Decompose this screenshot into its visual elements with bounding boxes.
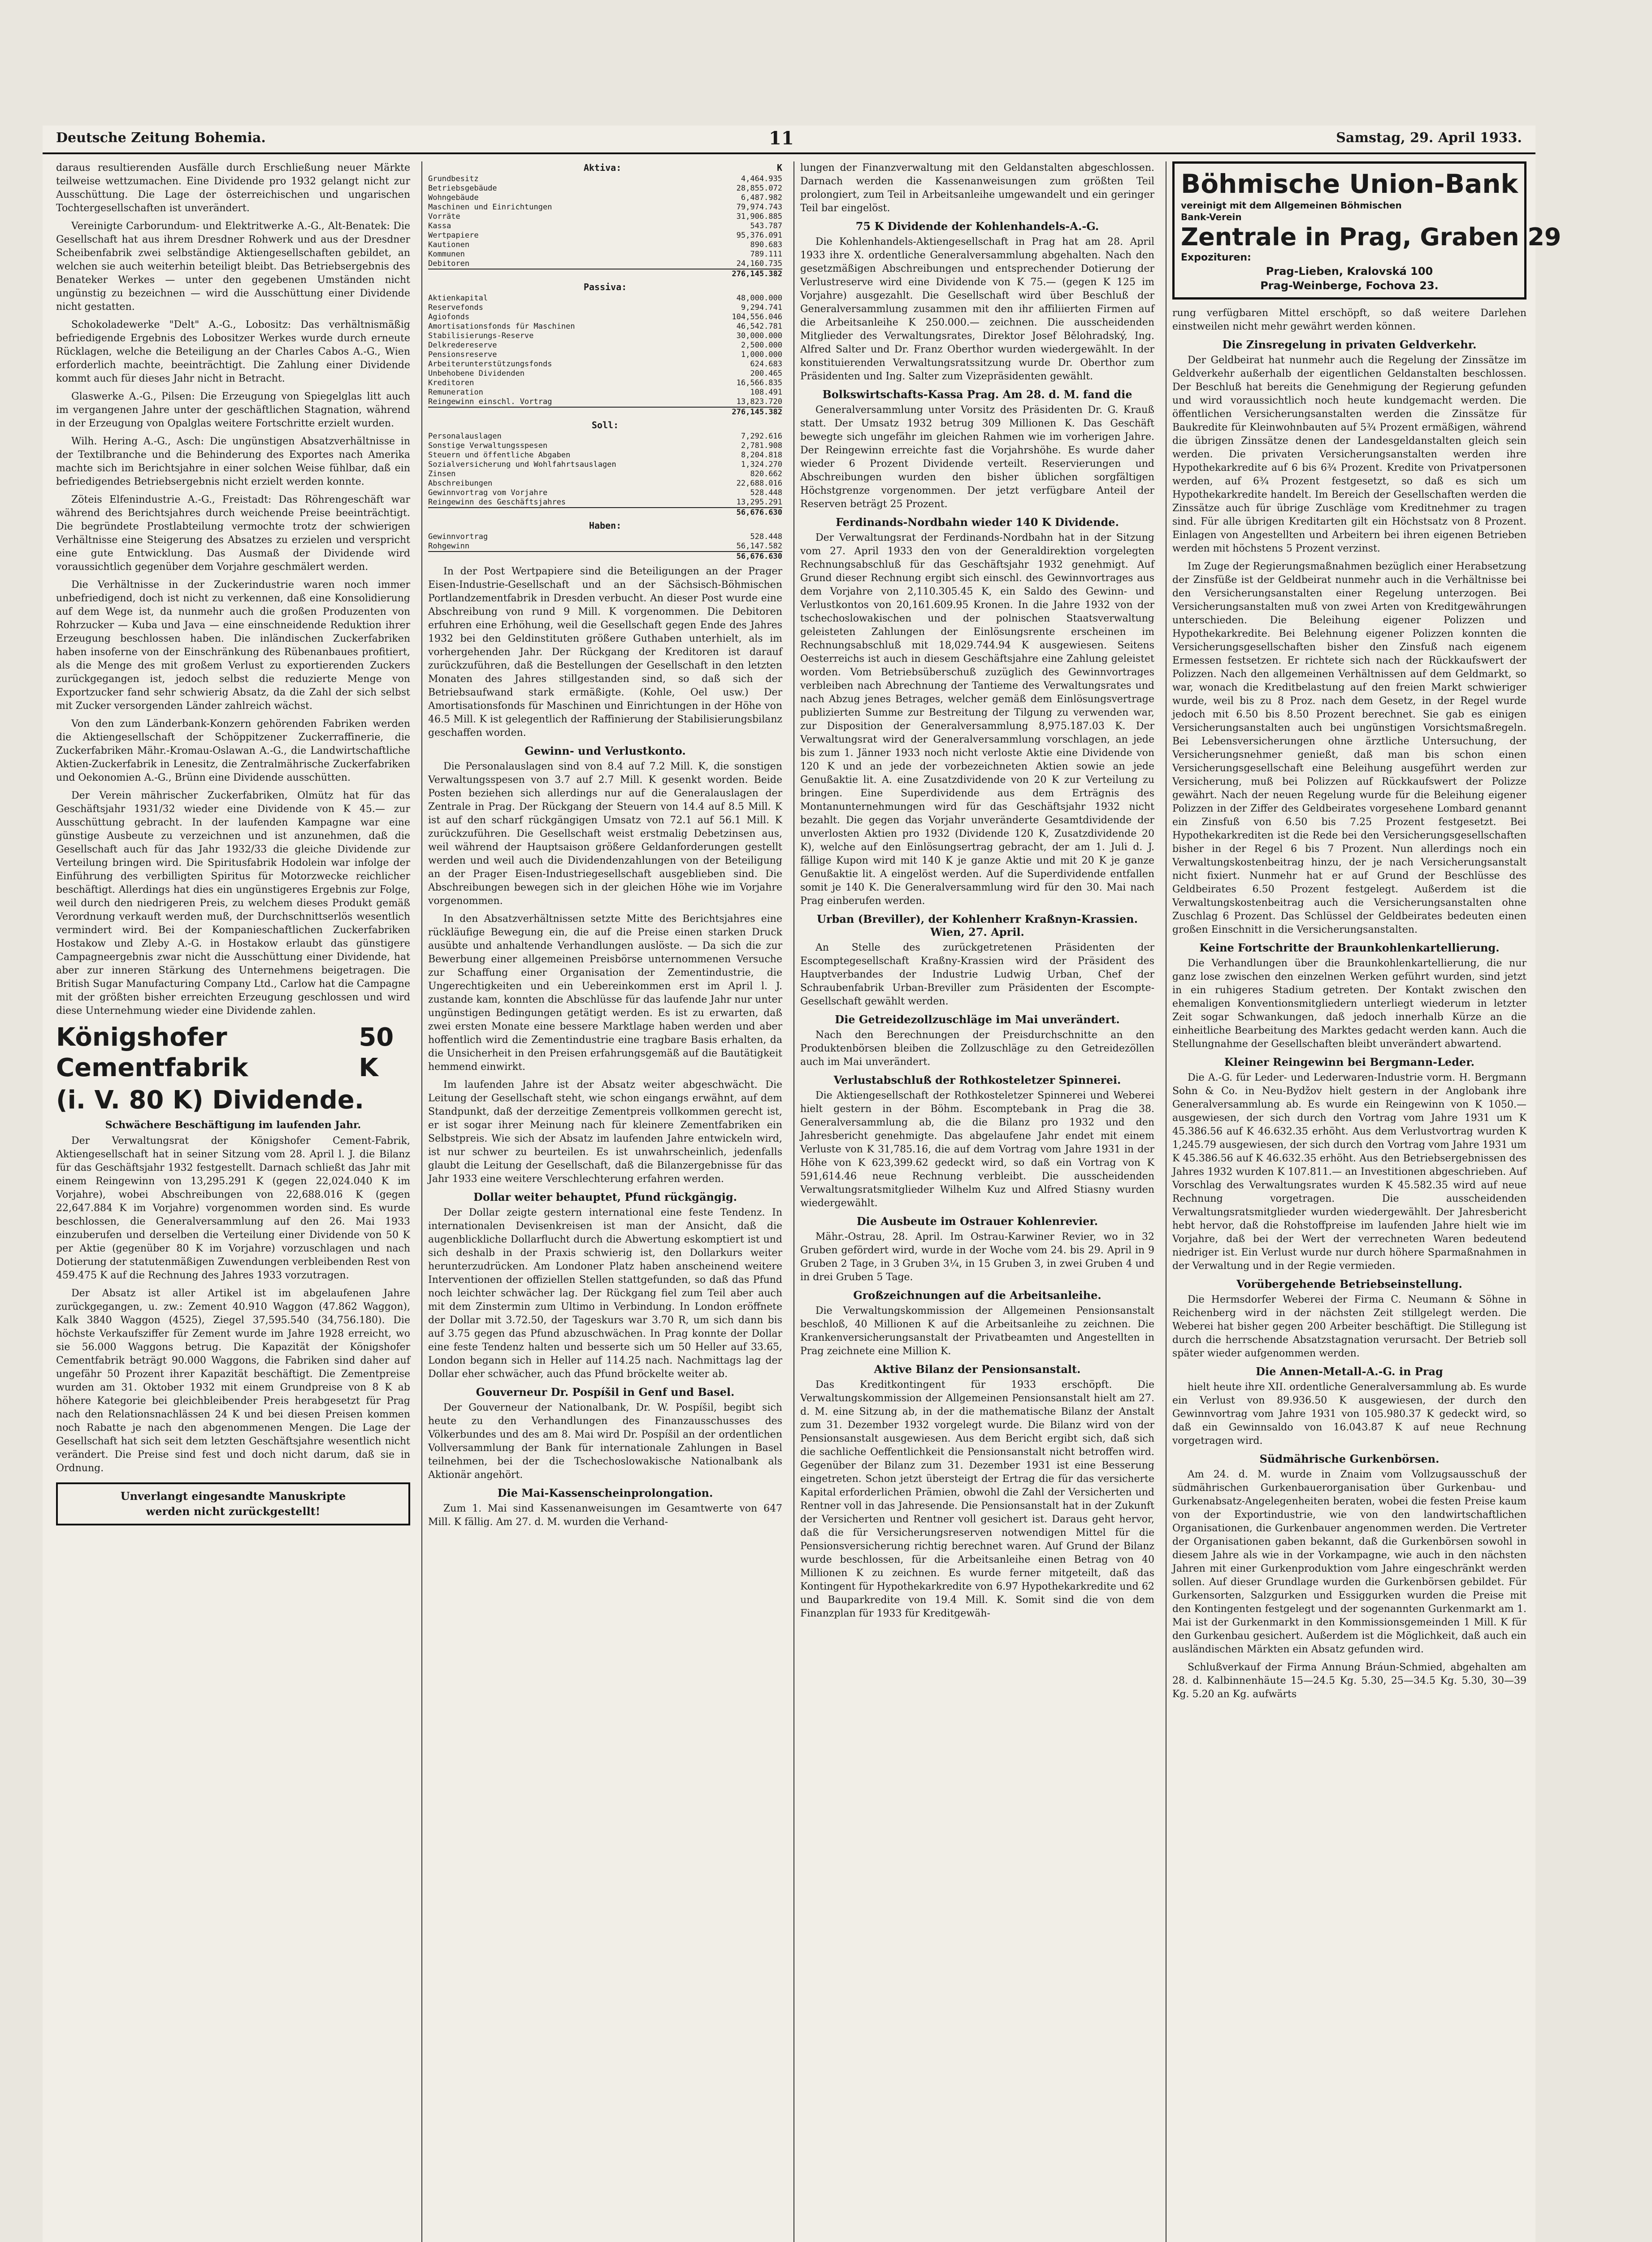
notice-line: Unverlangt eingesandte Manuskripte [120,1490,346,1503]
article-paragraph: Am 24. d. M. wurde in Znaim vom Vollzugsausschuß der südmährischen Gurkenbauerorganisation über Gurkenbau- und Gurkenabsatz-Angelegenheiten beraten, wobei die festen Preise kaum von der Exportindustrie, wie von den landwirtschaftlichen Organisationen, die Gurkenbauer angenommen werden. Die Vertreter der Organisationen gaben bekannt, daß die Gurkenbörsen sowohl in diesem Jahre als wie in der Vorkampagne, wie auch in den nächsten Jahren mit einer Gurkenproduktion vom Jahre eingeschränkt werden sollen. Auf dieser Grundlage wurden die Gurkenbörsen gebildet. Für Gurkensorten, Salzgurken und Essiggurken wurden die Preise mit den Kontingenten festgelegt und der sogenannten Gurkenmarkt am 1. Mai ist der Gurkenmarkt in den Kommissionsgemeinden 1 Mill. K für den Gurkenbau gesichert. Außerdem ist die Möglichkeit, daß auch ein ausländischen Märkten ein Absatz gefunden wird. [1172,1469,1526,1655]
balance-row [428,479,782,488]
balance-total-value: 56,676.630 [736,508,782,517]
balance-row [428,498,782,507]
balance-row [428,451,782,460]
balance-row-label: Personalauslagen [428,432,502,441]
article-paragraph: Zöteis Elfenindustrie A.-G., Freistadt: Das Röhrengeschäft war während des Berichtsjahres durch weichende Preise beeinträchtigt. Die begründete Prostlabteilung vermochte trotz der schwierigen Verhältnisse eine Steigerung des Absatzes zu erzielen und verspricht eine gute Entwicklung. Das Ausmaß der Dividende wird voraussichtlich gegenüber dem Vorjahre geschmälert werden. [56,494,410,573]
balance-row [428,174,782,184]
article-paragraph: Die Aktiengesellschaft der Rothkosteletzer Spinnerei und Weberei hielt gestern in der Böhm. Escomptebank in Prag die 38. Generalversammlung ab, die die Bilanz pro 1932 und den Jahresbericht genehmigte. Das abgelaufene Jahr endet mit einem Verluste von K 31,785.16, die auf dem Vortrag vom Jahre 1931 in der Höhe von K 623,399.62 gedeckt wird, so daß ein Vortrag von K 591,614.46 neue Rechnung verbleibt. Die ausscheidenden Verwaltungsratsmitglieder Wilhelm Kuz und Alfred Stiasny wurden wiedergewählt. [800,1090,1154,1209]
section-heading: Keine Fortschritte der Braunkohlenkartellierung. [1199,941,1500,954]
balance-aktiva-heading [428,163,782,173]
balance-total-value: 276,145.382 [732,408,782,417]
balance-row [428,542,782,551]
ad-branch: Prag-Weinberge, Fochova 23. [1260,279,1439,292]
bank-advertisement [1172,161,1561,300]
article-paragraph: Der Geldbeirat hat nunmehr auch die Regelung der Zinssätze im Geldverkehr außerhalb der eigentlichen Geldanstalten beschlossen. Der Beschluß hat bereits die Genehmigung der Regierung gefunden und wird voraussichtlich noch heute kundgemacht werden. Die öffentlichen Versicherungsanstalten werden die Zinssätze für Baukredite für Kleinwohnbauten auf 5¾ Prozent ermäßigen, während die übrigen Zinssätze denen der Landesgeldanstalten gleich sein werden. Die privaten Versicherungsanstalten werden ihre Hypothekarkredite auf 6 bis 6¾ Prozent. Kredite von Privatpersonen werden, auf 6¾ Prozent festgesetzt, so daß es sich um Hypothekarkredite handelt. Im Bereich der Gesellschaften werden die Zinssätze auch für übrige Zuschläge vom Kreditnehmer zu tragen sind. Für alle übrigen Kreditarten gilt ein Höchstsatz von 8 Prozent. Einlagen von Angestellten und Arbeitern bei ihren eigenen Betrieben werden mit höchstens 5 Prozent verzinst. [1172,355,1526,554]
balance-row-value: 16,566.835 [736,378,782,387]
balance-row [428,193,782,203]
balance-row-label: Debitoren [428,259,470,268]
masthead-rule [43,152,1535,154]
article-paragraph: Schokoladewerke "Delt" A.-G., Lobositz: Das verhältnismäßig befriedigende Ergebnis des Lobositzer Werkes wurde durch erneute Rücklagen, welche die Beteiligung an der Charles Cabos A.-G., Wien erforderlich machte, beeinträchtigt. Die Zahlung einer Dividende kommt auch für dieses Jahr nicht in Betracht. [56,319,410,384]
article-paragraph: Die Verwaltungskommission der Allgemeinen Pensionsanstalt beschloß, 40 Millionen K auf die Arbeitsanleihe zu zeichnen. Die Krankenversicherungsanstalt der Privatbeamten und Angestellten in Prag zeichnete eine Million K. [800,1305,1154,1357]
ad-subline: vereinigt mit dem Allgemeinen Böhmischen [1181,200,1402,211]
article-paragraph: Der Dollar zeigte gestern international eine feste Tendenz. In internationalen Devisenkreisen ist man der Ansicht, daß die augenblickliche Dollarflucht durch die Abwertung eskomptiert ist und sich deshalb in der Praxis schwierig ist, den Dollarkurs weiter herunterzudrücken. Am Londoner Platz haben anscheinend weitere Interventionen der offiziellen Stellen stattgefunden, so daß das Pfund noch leichter schwächer lag. Der Rückgang fiel zum Teil aber auch mit dem Zinstermin zum Ultimo in Verbindung. In London eröffnete der Dollar mit 3.72.50, der Tageskurs war 3.70 R, um sich dann bis auf 3.75 gegen das Pfund abzuschwächen. In Prag konnte der Dollar eine feste Tendenz halten und besserte sich um 50 Heller auf 33.65, London begann sich in Heller auf 114.25 nach. Nachmittags lag der Dollar eher schwächer, auch das Pfund bröckelte weiter ab. [428,1207,782,1380]
balance-aktiva-total [428,269,782,279]
headline-koenigshofer [56,1022,410,1083]
balance-row-value: 8,204.818 [741,451,782,460]
article-paragraph: Die Verhältnisse in der Zuckerindustrie waren noch immer unbefriedigend, doch ist nicht zu verkennen, daß eine Konsolidierung auf dem Wege ist, da nunmehr auch die großen Produzenten von Rohrzucker — Kuba und Java — eine einschneidende Reduktion ihrer Erzeugung beschlossen haben. Die inländischen Zuckerfabriken haben insoferne von der Einschränkung des Rübenanbaues profitiert, als die Menge des mit großem Verlust zu exportierenden Zuckers zurückgegangen ist, jedoch selbst die reduzierte Menge von Exportzucker fand sehr schwierig Absatz, da die Zahl der sich selbst mit Zucker versorgenden Länder zahlreich wächst. [56,579,410,712]
headline-deck: Schwächere Beschäftigung im laufenden Jahr. [105,1119,361,1131]
balance-row-value: 108.491 [750,388,782,397]
page-number: 11 [769,128,794,149]
section-heading: Großzeichnungen auf die Arbeitsanleihe. [853,1289,1101,1302]
balance-row [428,432,782,441]
balance-row-label: Kreditoren [428,378,474,387]
balance-row-label: Steuern und öffentliche Abgaben [428,451,571,460]
balance-passiva-title: Passiva: [583,282,627,292]
section-heading: Aktive Bilanz der Pensionsanstalt. [874,1363,1081,1376]
section-heading: Dollar weiter behauptet, Pfund rückgängig. [473,1191,737,1204]
section-heading: Die Ausbeute im Ostrauer Kohlenrevier. [856,1215,1098,1228]
column-3 [800,161,1154,1625]
balance-row-label: Remuneration [428,388,483,397]
balance-row-label: Sozialversicherung und Wohlfahrtsauslagen [428,460,616,469]
article-paragraph: Der Absatz ist aller Artikel ist im abgelaufenen Jahre zurückgegangen, u. zw.: Zement 40.910 Waggon (47.862 Waggon), Kalk 3840 Waggon (4525), Ziegel 37,595.540 (34,756.180). Die höchste Verkaufsziffer für Zement wurde im Jahre 1928 erreicht, wo sie 56.000 Waggons betrug. Die Kapazität der Königshofer Cementfabrik beträgt 90.000 Waggons, die Fabriken sind daher auf ungefähr 50 Prozent ihrer Kapazität beschäftigt. Die Zementpreise wurden am 31. Oktober 1932 mit einem Grundpreise von 8 K ab höhere Kategorie bei gleichbleibender Preis herabgesetzt für Prag nach den Relationsnachlässen 24 K und bei diesen Preisen kommen noch Rabatte je nach den abgenommenen Mengen. Die Lage der Gesellschaft hat sich seit dem letzten Geschäftsjahre wesentlich nicht verändert. Die Preise sind fest und doch nicht darum, daß sie in Ordnung. [56,1288,410,1474]
article-paragraph: rung verfügbaren Mittel erschöpft, so daß weitere Darlehen einstweilen nicht mehr gewährt werden können. [1172,308,1526,332]
balance-row-label: Agiofonds [428,313,470,322]
balance-row-label: Delkredereserve [428,341,497,350]
balance-haben-rows [428,532,782,551]
balance-row-value: 200.465 [750,369,782,378]
article-paragraph: Schlußverkauf der Firma Annung Bráun-Schmied, abgehalten am 28. d. Kalbinnenhäute 15—24.5 Kg. 5.30, 25—34.5 Kg. 5.30, 30—39 Kg. 5.20 an Kg. aufwärts [1172,1662,1526,1700]
section-heading: Urban (Breviller), der Kohlenherr Kraßnyn-Krassien. Wien, 27. April. [817,912,1138,939]
balance-row-value: 2,781.908 [741,441,782,450]
balance-row-label: Gewinnvortrag vom Vorjahre [428,488,548,497]
article-paragraph: Der Verwaltungsrat der Königshofer Cement-Fabrik, Aktiengesellschaft hat in seiner Sitzung vom 28. April l. J. die Bilanz für das Geschäftsjahr 1932 festgestellt. Darnach schließt das Jahr mit einem Reingewinn von 13,295.291 K (gegen 22,024.040 K im Vorjahre), wobei Abschreibungen von 22,688.016 K (gegen 22,647.884 K im Vorjahre) vorgenommen worden sind. Es wurde beschlossen, die Generalversammlung auf den 26. Mai 1933 einzuberufen und derselben die Verteilung einer Dividende von 50 K per Aktie (gegenüber 80 K im Vorjahre) vorzuschlagen und nach Dotierung der statutenmäßigen Zuwendungen verbleibenden Rest von 459.475 K auf die Rechnung des Jahres 1933 vorzutragen. [56,1135,410,1281]
balance-row-value: 28,855.072 [736,184,782,193]
section-heading: Vorübergehende Betriebseinstellung. [1236,1277,1462,1290]
balance-row-value: 46,542.781 [736,322,782,331]
balance-row-label: Pensionsreserve [428,350,497,359]
balance-haben-title: Haben: [589,520,622,531]
section-heading: 75 K Dividende der Kohlenhandels-A.-G. [855,220,1099,233]
balance-row-value: 48,000.000 [736,294,782,303]
column-4 [1172,161,1561,1706]
article-paragraph: Die A.-G. für Leder- und Lederwaren-Industrie vorm. H. Bergmann Sohn & Co. in Neu-Bydžov hielt gestern in der Anglobank ihre Generalversammlung ab. Es wurde ein Reingewinn von K 1050.— ausgewiesen, der sich durch den Vortrag vom Jahre 1931 um K 45.386.56 auf K 46.632.35 erhöht. Aus dem Verlustvortrag wurden K 1,245.79 ausgewiesen, der sich durch den Vortrag vom Jahre 1931 um K 45.386.56 auf K 46.632.35 erhöht. Aus den Betriebsergebnissen des Jahres 1932 wurden K 107.811.— an Investitionen abgeschrieben. Auf Vorschlag des Verwaltungsrates wurden K 45.582.35 wird auf neue Rechnung vorgetragen. Die ausscheidenden Verwaltungsratsmitglieder wurden wiedergewählt. Der Jahresbericht hebt hervor, daß die Rohstoffpreise im laufenden Jahre hielt wie im Vorjahre, daß bei der Wert der verrechneten Waren bedeutend niedriger ist. Ein Verlust wurde nur durch höhere Sparmaßnahmen in der Verwaltung und in der Regie vermieden. [1172,1072,1526,1272]
balance-soll-rows [428,432,782,507]
section-heading: Gewinn- und Verlustkonto. [525,744,686,757]
balance-passiva-rows [428,294,782,407]
section-heading: Die Zinsregelung in privaten Geldverkehr. [1222,338,1477,351]
balance-row [428,532,782,542]
balance-row [428,469,782,479]
balance-row-label: Stabilisierungs-Reserve [428,331,534,340]
balance-row-value: 820.662 [750,469,782,478]
balance-row-label: Betriebsgebäude [428,184,497,193]
balance-row-value: 7,292.616 [741,432,782,441]
article-paragraph: Generalversammlung unter Vorsitz des Präsidenten Dr. G. Krauß statt. Der Umsatz 1932 betrug 309 Millionen K. Das Geschäft bewegte sich ungefähr im gleichen Rahmen wie im vorherigen Jahre. Der Reingewinn erreichte fast die Vorjahrshöhe. Es wurde daher wieder 6 Prozent Dividende verteilt. Reservierungen und Abschreibungen wurden den bisher üblichen sorgfältigen Höchstgrenze vorgenommen. Der jetzt verfügbare Anteil der Reserven beträgt 25 Prozent. [800,404,1154,510]
balance-row-value: 22,688.016 [736,479,782,488]
section-heading: Südmährische Gurkenbörsen. [1259,1452,1440,1465]
section-heading: Verlustabschluß der Rothkosteletzer Spinnerei. [833,1073,1121,1086]
balance-row-value: 890.683 [750,240,782,249]
balance-row-label: Abschreibungen [428,479,493,488]
column-2 [428,161,782,1534]
headline-amount: 50 K [359,1023,394,1082]
article-paragraph: lungen der Finanzverwaltung mit den Geldanstalten abgeschlossen. Darnach werden die Kassenanweisungen zum größten Teil prolongiert, zum Teil in Arbeitsanleihe umgewandelt und ein geringer Teil bar eingelöst. [800,162,1154,214]
balance-row-label: Kommunen [428,250,465,259]
article-paragraph: In den Absatzverhältnissen setzte Mitte des Berichtsjahres eine rückläufige Bewegung ein, die auf die Preise einen starken Druck ausübte und anhaltende Verhandlungen auslöste. — Da sich die zur Bewerbung einer allgemeinen Preisbörse unternommenen Versuche zur Schaffung einer Organisation der Zementindustrie, die Ungerechtigkeiten und ein Uebereinkommen erst im April l. J. zustande kam, konnten die Abschlüsse für das laufende Jahr nur unter ungünstigen Bedingungen getätigt werden. Es ist zu erwarten, daß zwei ersten Monate eine bessere Marktlage haben werden und aber hoffentlich wird die Zementindustrie eine tragbare Basis erhalten, da die Unsicherheit in den Preisen erfahrungsgemäß auf die Bautätigkeit hemmend einwirkt. [428,913,782,1073]
balance-row-value: 528.448 [750,488,782,497]
balance-row-value: 13,823.720 [736,397,782,406]
balance-row-label: Wertpapiere [428,231,479,240]
balance-row [428,212,782,222]
section-heading: Kleiner Reingewinn bei Bergmann-Leder. [1224,1056,1475,1069]
article-paragraph: An Stelle des zurückgetretenen Präsidenten der Escomptegesellschaft Kraßny-Krassien wird der Präsident des Hauptverbandes der Industrie Ludwig Urban, Chef der Schraubenfabrik Urban-Breviller zum Präsidenten der Escompte-Gesellschaft gewählt werden. [800,942,1154,1007]
article-paragraph: hielt heute ihre XII. ordentliche Generalversammlung ab. Es wurde ein Verlust von 89.936.50 K ausgewiesen, der durch den Gewinnvortrag vom Jahre 1931 von 105.980.37 K gedeckt wird, so daß ein Gewinnsaldo von 16.043.87 K auf neue Rechnung vorgetragen wird. [1172,1382,1526,1447]
balance-row-value: 24,160.735 [736,259,782,268]
article-paragraph: Glaswerke A.-G., Pilsen: Die Erzeugung von Spiegelglas litt auch im vergangenen Jahre unter der geschäftlichen Stagnation, während in der Erzeugung von Opalglas weitere Fortschritte erzielt wurden. [56,391,410,429]
balance-aktiva-title: Aktiva: [583,162,622,173]
article-paragraph: Der Verwaltungsrat der Ferdinands-Nordbahn hat in der Sitzung vom 27. April 1933 den von der Generaldirektion vorgelegten Rechnungsabschluß für das Geschäftsjahr 1932 genehmigt. Auf Grund dieser Rechnung ergibt sich einschl. des Gewinnvortrages aus dem Vorjahre von 2,110.305.45 K, ein Saldo des Gewinn- und Verlustkontos von 20,161.609.95 Kronen. In die Jahre 1932 von der tschechoslowakischen und der polnischen Staatsverwaltung geleisteten Zahlungen der Einlösungsrente erscheinen im Rechnungsabschluß mit 18,029.744.94 K ausgewiesen. Seitens Oesterreichs ist auch in diesem Geschäftsjahre eine Zahlung geleistet worden. Vom Betriebsüberschuß zuzüglich des Gewinnvortrages verbleiben nach Abrechnung der Tantieme des Verwaltungsrates und nach Abzug jenes Betrages, welcher gemäß dem Einlösungsvertrage publizierten Summe zur Bestreitung der Tilgung zu verwenden war, zur Disposition der Generalversammlung 8,975.187.03 K. Der Verwaltungsrat wird der Generalversammlung vorschlagen, an jede bis zum 1. Jänner 1933 noch nicht verloste Aktie eine Dividende von 120 K und an jede der vorbezeichneten Aktien sowie an jede Genußaktie lit. A. eine Zusatzdividende von 20 K zur Verteilung zu bringen. Eine Superdividende aus dem Erträgnis des Montanunternehmungen wird für das Geschäftsjahr 1932 nicht bezahlt. Die gegen das Vorjahr unveränderte Gesamtdividende der unverlosten Aktien pro 1932 (Dividende 120 K, Zusatzdividende 20 K), welche auf den Einlösungsertrag gebracht, der am 1. Juli d. J. fällige Kupon wird mit 140 K je ganze Aktie und mit 20 K je ganze Genußaktie lit. A eingelöst werden. Auf die Superdividende entfallen somit je 140 K. Die Generalversammlung wird für den 30. Mai nach Prag einberufen werden. [800,532,1154,907]
article-paragraph: Von den zum Länderbank-Konzern gehörenden Fabriken werden die Aktiengesellschaft der Schöppitzener Zuckerraffinerie, die Zuckerfabriken Mähr.-Kromau-Oslawan A.-G., die Landwirtschaftliche Aktien-Zuckerfabrik in Lenesitz, die Zentralmährische Zuckerfabriken und Oekonomien A.-G., Brünn eine Dividende ausschütten. [56,718,410,783]
balance-row [428,369,782,378]
article-paragraph: Nach den Berechnungen der Preisdurchschnitte an den Produktenbörsen bleiben die Zollzuschläge zu den Getreidezöllen auch im Mai unverändert. [800,1030,1154,1068]
balance-row [428,322,782,331]
balance-aktiva-rows [428,174,782,269]
balance-row-label: Wohngebäude [428,193,479,202]
issue-date: Samstag, 29. April 1933. [1336,130,1522,146]
column-1 [56,161,410,1525]
ad-branches-label: Expozituren: [1181,252,1251,263]
article-paragraph: Vereinigte Carborundum- und Elektritwerke A.-G., Alt-Benatek: Die Gesellschaft hat aus ihrem Dresdner Rohwerk und aus der Dresdner Scheibenfabrik zwei selbständige Aktiengesellschaften gebildet, an welchen sie auch weiterhin beteiligt bleibt. Das Betriebsergebnis des Benateker Werkes — unter den gegebenen Umständen nicht ungünstig zu bezeichnen — wird die Ausschüttung einer Dividende nicht gestatten. [56,221,410,313]
balance-passiva-total [428,407,782,417]
balance-row [428,259,782,269]
balance-row-label: Aktienkapital [428,294,488,303]
section-heading: Ferdinands-Nordbahn wieder 140 K Dividende. [836,516,1119,529]
balance-soll-total [428,507,782,517]
balance-row-value: 104,556.046 [732,313,782,322]
balance-row-label: Rohgewinn [428,542,470,551]
balance-row [428,488,782,498]
balance-row-label: Kassa [428,222,451,230]
article-paragraph: daraus resultierenden Ausfälle durch Erschließung neuer Märkte teilweise wettzumachen. Eine Dividende pro 1932 gelangt nicht zur Ausschüttung. Die Lage der österreichischen und ungarischen Tochtergesellschaften ist unverändert. [56,162,410,214]
balance-row-value: 6,487.982 [741,193,782,202]
balance-row [428,203,782,212]
balance-row [428,222,782,231]
balance-row [428,250,782,259]
balance-row-label: Zinsen [428,469,456,478]
balance-row [428,378,782,388]
article-paragraph: Wilh. Hering A.-G., Asch: Die ungünstigen Absatzverhältnisse in der Textilbranche und die Behinderung des Exportes nach Amerika machte sich im Berichtsjahre in einer solchen Weise fühlbar, daß ein befriedigendes Betriebsergebnis nicht erzielt werden konnte. [56,436,410,487]
balance-row [428,397,782,407]
balance-row [428,341,782,350]
article-paragraph: Zum 1. Mai sind Kassenanweisungen im Gesamtwerte von 647 Mill. K fällig. Am 27. d. M. wurden die Verhand- [428,1503,782,1528]
column-divider [793,161,794,2242]
balance-row-value: 1,000.000 [741,350,782,359]
notice-line: werden nicht zurückgestellt! [146,1505,321,1518]
balance-row-label: Reingewinn des Geschäftsjahres [428,498,566,507]
balance-row-value: 30,000.000 [736,331,782,340]
balance-row-label: Reingewinn einschl. Vortrag [428,397,552,406]
paper-name: Deutsche Zeitung Bohemia. [56,130,266,146]
balance-row-label: Vorräte [428,212,460,221]
balance-row-value: 9,294.741 [741,303,782,312]
balance-currency: K [776,162,782,173]
balance-row-label: Arbeiterunterstützungsfonds [428,360,552,369]
balance-row-value: 624.683 [750,360,782,369]
balance-row-label: Reservefonds [428,303,483,312]
balance-row-value: 528.448 [750,532,782,541]
ad-headquarters: Zentrale in Prag, Graben 29 [1181,223,1561,251]
article-paragraph: Im laufenden Jahre ist der Absatz weiter abgeschwächt. Die Leitung der Gesellschaft steht, wie schon eingangs erwähnt, auf dem Standpunkt, daß der derzeitige Zementpreis vollkommen gerecht ist, er ist sogar ihrer Meinung nach für kleinere Zementfabriken ein Selbstpreis. Wie sich der Absatz im laufenden Jahre entwickeln wird, ist nur schwer zu beurteilen. Es ist unwahrscheinlich, jedenfalls glaubt die Leitung der Gesellschaft, daß die Bilanzergebnisse für das Jahr 1933 eine weitere Verschlechterung erfahren werden. [428,1079,782,1185]
balance-row [428,303,782,313]
article-paragraph: Im Zuge der Regierungsmaßnahmen bezüglich einer Herabsetzung der Zinsfüße ist der Geldbeirat nunmehr auch in die Verhältnisse bei den Versicherungsanstalten einer Regelung unterzogen. Bei Versicherungsanstalten muß von zwei Arten von Kreditgewährungen unterschieden. Die Beleihung eigener Polizzen und Hypothekarkredite. Bei Belehnung eigener Polizzen konnten die Versicherungsgesellschaften bisher den Zinsfuß nach eigenem Ermessen festsetzen. Er richtete sich nach der Rückkaufswert der Polizzen. Nach den allgemeinen Verhältnissen auf dem Geldmarkt, so war, wonach die Kreditbelastung auf den freien Markt schwieriger wurde, weil bis zu 8 Proz. nach dem Gesetz, in der Regel wurde jedoch mit 6.50 bis 8.50 Prozent berechnet. Sie gab es einigen Versicherungsanstalten auch bei ungünstigen Vorsichtsmaßregeln. Bei Lebensversicherungen ohne ärztliche Untersuchung, der Versicherungsnehmer genießt, daß man bis schon einen Versicherungsgesellschaft eine Beleihung ausgeführt werden zur Versicherung, muß bei Polizzen auf Rückkaufswert der Polizze gewährt. Nach der neuen Regelung wurde für die Beleihung eigener Polizzen in der Ziffer des Geldbeirates vorgesehene Lombard genannt ein Zinsfuß von 6.50 bis 7.25 Prozent festgesetzt. Bei Hypothekarkrediten ist die Rede bei den Versicherungsgesellschaften bisher in der Regel 6 bis 7 Prozent. Nun allerdings noch ein Verwaltungskostenbeitrag hinzu, der je nach Versicherungsanstalt nicht fixiert. Nunmehr hat er auf Grund der Beschlüsse des Geldbeirates 6.50 Prozent festgelegt. Außerdem ist die Verwaltungskostenbeitrag auch die Versicherungsanstalten ohne Zuschlag 6 Prozent. Das Schlüssel der Geldbeirates bedeuten einen großen Einschnitt in die Versicherungsanstalten. [1172,561,1526,935]
balance-sheet [428,163,782,561]
article-paragraph: Die Verhandlungen über die Braunkohlenkartellierung, die nur ganz lose zwischen den einzelnen Werken geführt wurden, sind jetzt in ein ruhigeres Stadium getreten. Der Kontakt zwischen den ehemaligen Konventionsmitgliedern unterliegt wiederum in letzter Zeit sogar Schwankungen, daß jedoch innerhalb Kürze an die einheitliche Bearbeitung des Marktes gedacht werden kann. Auch die Stellungnahme der Gesellschaften bleibt unverändert abwartend. [1172,958,1526,1050]
balance-row-value: 95,376.091 [736,231,782,240]
balance-row-label: Unbehobene Dividenden [428,369,525,378]
balance-row-value: 1,324.270 [741,460,782,469]
ad-bank-name: Böhmische Union-Bank [1181,169,1518,199]
article-paragraph: Das Kreditkontingent für 1933 erschöpft. Die Verwaltungskommission der Allgemeinen Pensionsanstalt hielt am 27. d. M. eine Sitzung ab, in der die mathematische Bilanz der Anstalt zum 31. Dezember 1932 vorgelegt wurde. Die Bilanz wird von der Pensionsanstalt ausgewiesen. Aus dem Bericht ergibt sich, daß sich die sachliche Oeffentlichkeit die Pensionsanstalt nicht betroffen wird. Gegenüber der Bilanz zum 31. Dezember 1931 ist eine Besserung eingetreten. Schon jetzt übersteigt der Ertrag die für das versicherte Kapital erforderlichen Prämien, obwohl die Zahl der Versicherten und Rentner voll in das Jahresende. Die Pensionsanstalt hat in der Zukunft der Versicherten und Rentner voll gesichert ist. Daraus geht hervor, daß die für Versicherungsreserven notwendigen Mittel für die Pensionsversicherung richtig berechnet waren. Auf Grund der Bilanz wurde beschlossen, für die Arbeitsanleihe einen Betrag von 40 Millionen K zu zeichnen. Es wurde ferner mitgeteilt, daß das Kontingent für Hypothekarkredite von 6.97 Hypothekarkredite und 62 und Bauparkredite von 19.4 Mill. K. Somit sind die von dem Finanzplan für 1933 für Kreditgewäh- [800,1379,1154,1619]
balance-row-label: Maschinen und Einrichtungen [428,203,552,212]
balance-row [428,184,782,193]
article-paragraph: Der Verein mährischer Zuckerfabriken, Olmütz hat für das Geschäftsjahr 1931/32 wieder eine Dividende von K 45.— zur Ausschüttung gebracht. In der laufenden Kampagne war eine günstige Ausbeute zu verzeichnen und ist anzunehmen, daß die Gesellschaft auch für das Jahr 1932/33 die gleiche Dividende zur Verteilung bringen wird. Die Spiritusfabrik Hodolein war infolge der Einführung des verbilligten Spiritus für Motorzwecke reichlicher beschäftigt. Allerdings hat dies ein ungünstigeres Ergebnis zur Folge, weil durch den niedrigeren Preis, zu welchem dieses Produkt gemäß Verordnung verkauft werden muß, der Durchschnittserlös wesentlich vermindert wird. Bei der Kompanieschaftlichen Zuckerfabriken Hostakow und Zleby A.-G. in Hostakow erlaubt das günstigere Campagneergebnis zwar nicht die Ausschüttung einer Dividende, hat aber zur inneren Stärkung des Unternehmens beigetragen. Die British Sugar Manufacturing Company Ltd., Carlow hat die Campagne mit der größten bisher erreichten Erzeugung geschlossen und wird diese Unternehmung wieder eine Dividende zahlen. [56,790,410,1017]
balance-row [428,331,782,341]
balance-row [428,240,782,250]
article-paragraph: Die Personalauslagen sind von 8.4 auf 7.2 Mill. K, die sonstigen Verwaltungsspesen von 3.7 auf 2.7 Mill. K gesenkt worden. Beide Posten beziehen sich allerdings nur auf die Generalauslagen der Zentrale in Prag. Der Rückgang der Steuern von 14.4 auf 8.5 Mill. K ist auf den scharf rückgängigen Umsatz von 72.1 auf 56.1 Mill. K zurückzuführen. Die Gesellschaft weist erstmalig Debetzinsen aus, weil während der Hauptsaison größere Geldanforderungen gestellt werden und weil auch die Dividendenzahlungen von der Beteiligung an der Prager Eisen-Industriegesellschaft ausgeblieben sind. Die Abschreibungen bewegen sich in der gleichen Höhe wie im Vorjahre vorgenommen. [428,761,782,907]
article-paragraph: Mähr.-Ostrau, 28. April. Im Ostrau-Karwiner Revier, wo in 32 Gruben gefördert wird, wurde in der Woche vom 24. bis 29. April in 9 Gruben 2 Tage, in 3 Gruben 3¼, in 15 Gruben 3, in zwei Gruben 4 und in drei Gruben 5 Tage. [800,1231,1154,1283]
section-heading: Gouverneur Dr. Pospíšil in Genf und Basel. [476,1386,735,1399]
balance-row-value: 2,500.000 [741,341,782,350]
section-heading: Die Getreidezollzuschläge im Mai unverändert. [835,1013,1120,1026]
balance-row [428,294,782,303]
newspaper-page [43,126,1561,2242]
balance-row-label: Amortisationsfonds für Maschinen [428,322,575,331]
section-heading: Die Mai-Kassenscheinprolongation. [497,1486,713,1499]
balance-haben-total [428,551,782,561]
balance-total-value: 56,676.630 [736,552,782,561]
balance-row [428,388,782,397]
balance-row-label: Kautionen [428,240,470,249]
ad-branch: Prag-Lieben, Kralovská 100 [1266,265,1433,278]
article-paragraph: Der Gouverneur der Nationalbank, Dr. W. Pospíšil, begibt sich heute zu den Verhandlungen des Finanzausschusses des Völkerbundes und des am 8. Mai wird Dr. Pospíšil an der ordentlichen Vollversammlung der Bank für internationale Zahlungen in Basel teilnehmen, bei der die Tschechoslowakische Nationalbank als Aktionär angehört. [428,1402,782,1481]
article-paragraph: In der Post Wertpapiere sind die Beteiligungen an der Prager Eisen-Industrie-Gesellschaft und an der Sächsisch-Böhmischen Portlandzementfabrik in Dresden verbucht. An dieser Post wurde eine Abschreibung von rund 9 Mill. K vorgenommen. Die Debitoren erfuhren eine Erhöhung, weil die Gesellschaft gegen Ende des Jahres 1932 bei den Geldinstituten größere Guthaben unterhielt, als im vorhergehenden Jahr. Der Rückgang der Kreditoren ist darauf zurückzuführen, daß die Bestellungen der Gesellschaft in den letzten Monaten des Jahres stillgestanden sind, so daß sich der Betriebsaufwand stark ermäßigte. (Kohle, Oel usw.) Der Amortisationsfonds für Maschinen und Einrichtungen in der Höhe von 46.5 Mill. K ist gelegentlich der Raffinierung der Stabilisierungsbilanz geschaffen worden. [428,566,782,739]
balance-row-value: 13,295.291 [736,498,782,507]
balance-row [428,441,782,451]
manuscript-notice [56,1482,410,1525]
balance-row-value: 789.111 [750,250,782,259]
balance-row-value: 79,974.743 [736,203,782,212]
section-heading: Bolkswirtschafts-Kassa Prag. Am 28. d. M. fand die [822,388,1132,401]
section-heading: Die Annen-Metall-A.-G. in Prag [1256,1365,1443,1378]
headline-company: Königshofer Cementfabrik [56,1023,248,1082]
balance-soll-title: Soll: [591,420,619,430]
balance-row-value: 56,147.582 [736,542,782,551]
article-paragraph: Die Kohlenhandels-Aktiengesellschaft in Prag hat am 28. April 1933 ihre X. ordentliche Generalversammlung abgehalten. Nach den gesetzmäßigen Abschreibungen und entsprechender Dotierung der Verlustreserve wird eine Dividende von K 75.— (gegen K 125 im Vorjahre) ausgezahlt. Die Gesellschaft wird über Beschluß der Generalversammlung zusammen mit den ihr affiliierten Firmen auf die Arbeitsanleihe K 250.000.— zeichnen. Die ausscheidenden Mitglieder des Verwaltungsrates, Direktor Josef Bělohradský, Ing. Alfred Salter und Dr. Franz Oberthor wurden wiedergewählt. In der konstituierenden Verwaltungsratssitzung wurde Dr. Oberthor zum Präsidenten und Ing. Salter zum Vizepräsidenten gewählt. [800,236,1154,382]
balance-row-label: Gewinnvortrag [428,532,488,541]
balance-row-label: Sonstige Verwaltungsspesen [428,441,548,450]
balance-row-label: Grundbesitz [428,174,479,183]
balance-row [428,313,782,322]
balance-row-value: 4,464.935 [741,174,782,183]
headline-sub: (i. V. 80 K) Dividende. [56,1086,364,1115]
article-paragraph: Die Hermsdorfer Weberei der Firma C. Neumann & Söhne in Reichenberg wird in der nächsten Zeit stillgelegt werden. Die Weberei hat bisher gegen 200 Arbeiter beschäftigt. Die Stillegung ist durch die herrschende Absatzstagnation verursacht. Der Betrieb soll später wieder aufgenommen werden. [1172,1294,1526,1359]
masthead [43,126,1535,152]
balance-row-value: 31,906.885 [736,212,782,221]
balance-row [428,350,782,360]
balance-row [428,231,782,240]
balance-row [428,460,782,469]
balance-row-value: 543.787 [750,222,782,230]
ad-subline: Bank-Verein [1181,212,1242,222]
balance-total-value: 276,145.382 [732,269,782,278]
column-divider [421,161,422,2242]
balance-row [428,360,782,369]
